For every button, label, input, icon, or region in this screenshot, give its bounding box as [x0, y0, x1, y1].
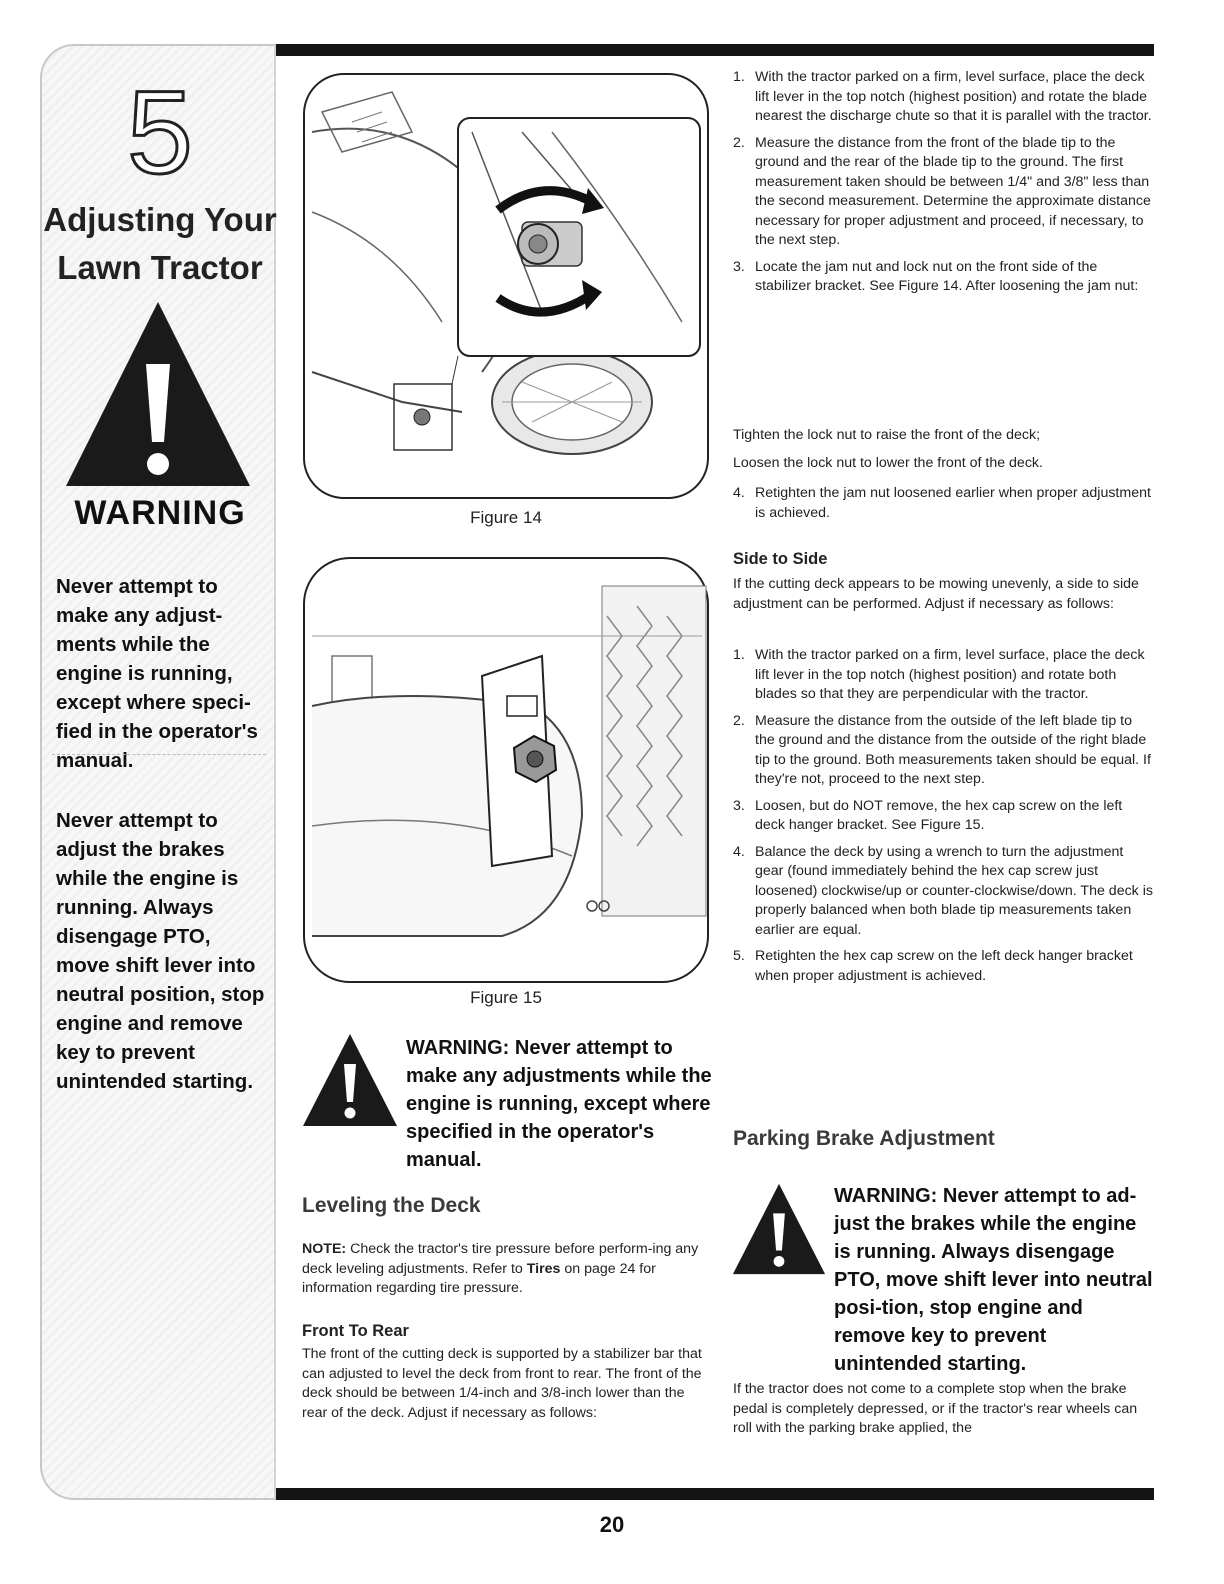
- top-rule: [272, 44, 1154, 56]
- step-text: Retighten the hex cap screw on the left deck hanger bracket when proper adjustment is achieved.: [755, 948, 1133, 984]
- side-to-side-intro: If the cutting deck appears to be mowing unevenly, a side to side adjustment can be performed. Adjust if necessary as follows:: [733, 576, 1139, 612]
- step-number: 2.: [733, 712, 745, 729]
- operating-warning: WARNING: Never attempt to make any adjustments while the engine is running, except where specified in the operator's manual.: [406, 1037, 712, 1171]
- step-text: Balance the deck by using a wrench to turn the adjustment gear (found immediately behind the hex cap screw just loosened) clockwise/up or counter-clockwise/down. The deck is properly balanced when both blade tip measurements taken earlier are equal.: [755, 843, 1153, 938]
- figure-15: [302, 556, 710, 984]
- list-item: [733, 843, 1153, 941]
- step-text: Measure the distance from the outside of the left blade tip to the ground and the distance from the outside of the right blade tip to the ground. Both measurements taken should be equal. If they're not, proceed to the next step.: [755, 712, 1151, 787]
- list-item: [733, 947, 1153, 986]
- tighten-instruction: Tighten the lock nut to raise the front of the deck;: [733, 427, 1041, 443]
- side-to-side-heading: Side to Side: [733, 550, 828, 568]
- side-to-side-steps: [733, 646, 1153, 993]
- step-number: 3.: [733, 797, 745, 814]
- step-text: Loosen, but do NOT remove, the hex cap screw on the left deck hanger bracket. See Figure 15.: [755, 797, 1123, 833]
- step-number: 3.: [733, 258, 745, 275]
- sidebar-warning-text-2: Never attempt to adjust the brakes while the engine is running. Always disengage PTO, move shift lever into neutral position, stop engine and remove key to prevent unintended starting.: [56, 809, 265, 1093]
- list-item: [733, 258, 1153, 297]
- front-to-rear-heading: Front To Rear: [302, 1322, 409, 1340]
- leveling-deck-heading: Leveling the Deck: [302, 1194, 481, 1217]
- page-number: 20: [599, 1512, 625, 1537]
- list-item: [733, 712, 1153, 790]
- sidebar-divider: [52, 754, 266, 755]
- warning-triangle-icon: [60, 294, 256, 494]
- sidebar-warning-label: WARNING: [74, 494, 246, 532]
- list-item: [733, 797, 1153, 836]
- figure-15-caption: Figure 15: [470, 988, 542, 1007]
- step-text: Retighten the jam nut loosened earlier when proper adjustment is achieved.: [755, 485, 1151, 521]
- list-item: [733, 68, 1153, 127]
- step-number: 2.: [733, 134, 745, 151]
- chapter-number: 5: [127, 67, 193, 199]
- bottom-rule: [272, 1488, 1154, 1500]
- chapter-sidebar: [40, 44, 276, 1500]
- tires-reference: Tires: [526, 1260, 561, 1277]
- step-number: 4.: [733, 843, 745, 860]
- front-to-rear-steps: [733, 68, 1153, 304]
- brake-warning: WARNING: Never attempt to ad-just the brakes while the engine is running. Always disengage PTO, move shift lever into neutral posi-tion, stop engine and remove key to prevent unintended starting.: [834, 1185, 1153, 1375]
- step-text: Measure the distance from the front of the blade tip to the ground and the rear of the blade tip to the ground. The first measurement taken should be between 1/4" and 3/8" less than the second measurement. Determine the approximate distance necessary for proper adjustment and proceed, if necessary, to the next step.: [755, 134, 1151, 248]
- note-text-1: Check the tractor's tire pressure before perform-ing any deck leveling adjustments. Refer to: [302, 1241, 699, 1277]
- step-number: 5.: [733, 948, 745, 964]
- warning-triangle-icon: [730, 1180, 828, 1278]
- list-item: [733, 484, 1153, 523]
- tire-pressure-note: [302, 1240, 712, 1299]
- step-text: With the tractor parked on a firm, level surface, place the deck lift lever in the top notch (highest position) and rotate both blades so that they are perpendicular with the tractor.: [755, 647, 1145, 702]
- loosen-instruction: Loosen the lock nut to lower the front of the deck.: [733, 455, 1043, 471]
- parking-brake-text: If the tractor does not come to a complete stop when the brake pedal is completely depressed, or if the tractor's rear wheels can roll with the parking brake applied, the: [733, 1381, 1138, 1436]
- front-to-rear-step-4: [733, 484, 1153, 530]
- front-to-rear-text: The front of the cutting deck is supported by a stabilizer bar that can adjusted to level the deck from front to rear. The front of the deck should be between 1/4-inch and 3/8-inch lower than the rear of the deck. Adjust if necessary as follows:: [302, 1346, 702, 1421]
- list-item: [733, 646, 1153, 705]
- note-text-2: on page 24 for information regarding tire pressure.: [302, 1260, 656, 1296]
- warning-triangle-icon: [300, 1030, 400, 1130]
- note-label: NOTE:: [302, 1241, 347, 1257]
- step-number: 1.: [733, 647, 745, 663]
- chapter-title: Adjusting Your Lawn Tractor: [43, 201, 277, 286]
- step-number: 1.: [733, 69, 745, 85]
- step-number: 4.: [733, 485, 745, 501]
- figure-14-caption: Figure 14: [470, 508, 542, 527]
- list-item: [733, 134, 1153, 251]
- parking-brake-heading: Parking Brake Adjustment: [733, 1127, 995, 1150]
- step-text: Locate the jam nut and lock nut on the front side of the stabilizer bracket. See Figure 14. After loosening the jam nut:: [755, 258, 1139, 294]
- step-text: With the tractor parked on a firm, level surface, place the deck lift lever in the top notch (highest position) and rotate the blade nearest the discharge chute so that it is parallel with the tractor.: [755, 69, 1152, 124]
- sidebar-warning-text-1: Never attempt to make any adjust-ments while the engine is running, except where speci-fied in the operator's manual.: [56, 575, 258, 772]
- figure-14: [302, 72, 710, 500]
